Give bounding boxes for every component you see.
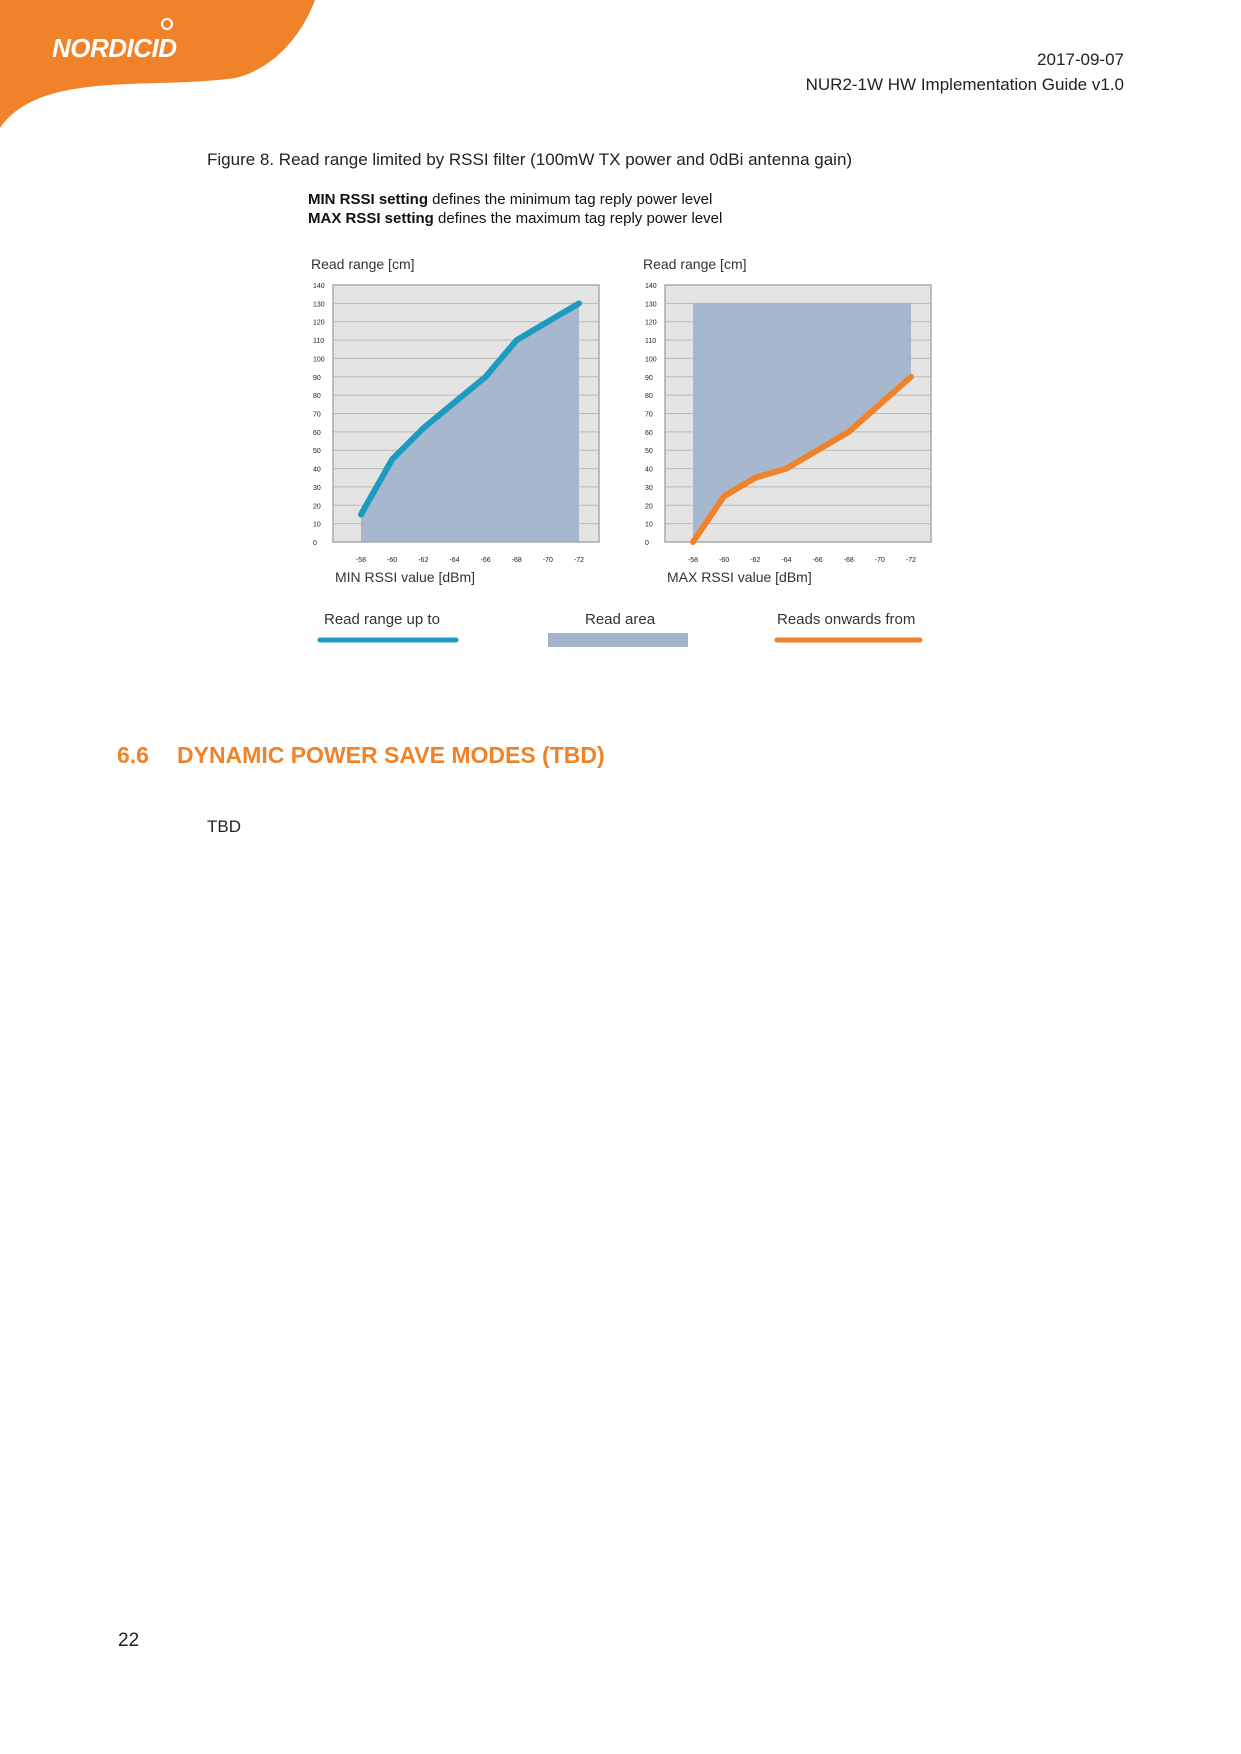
- x-tick-label: -66: [812, 557, 823, 564]
- y-tick-label: 10: [313, 521, 321, 529]
- data-point: [815, 448, 820, 453]
- plot-background: [333, 285, 599, 542]
- data-point: [722, 494, 727, 499]
- note-min-rest: defines the minimum tag reply power level: [428, 191, 713, 208]
- header-date: 2017-09-07: [1037, 50, 1124, 69]
- y-tick-label: 50: [313, 448, 321, 456]
- y-tick-label: 90: [313, 374, 321, 382]
- data-point: [483, 374, 488, 379]
- note-max-rest: defines the maximum tag reply power level: [433, 210, 723, 227]
- data-point: [514, 338, 519, 343]
- y-axis-label: Read range [cm]: [643, 256, 747, 272]
- y-tick-label: 70: [645, 411, 653, 419]
- read-area-fill: [361, 303, 579, 542]
- section-title: DYNAMIC POWER SAVE MODES (TBD): [177, 742, 605, 768]
- data-point: [545, 319, 550, 324]
- data-point: [753, 475, 758, 480]
- x-tick-label: -64: [781, 557, 792, 564]
- x-tick-label: -58: [355, 557, 367, 564]
- y-tick-label: 0: [645, 540, 649, 547]
- y-tick-label: 140: [645, 283, 657, 290]
- data-point: [784, 466, 789, 471]
- figure-caption: Figure 8. Read range limited by RSSI filter (100mW TX power and 0dBi antenna gain): [207, 150, 853, 169]
- x-tick-label: -58: [687, 557, 699, 564]
- section-body: TBD: [207, 817, 241, 836]
- legend-label-range-up-to: Read range up to: [324, 611, 440, 628]
- data-point: [577, 301, 582, 306]
- x-tick-label: -72: [573, 557, 585, 564]
- y-tick-label: 100: [645, 356, 657, 364]
- y-tick-label: 0: [313, 540, 317, 547]
- section-heading: [117, 742, 605, 769]
- y-tick-label: 80: [313, 393, 321, 401]
- data-point: [691, 540, 696, 545]
- data-point: [877, 402, 882, 407]
- y-tick-label: 130: [313, 301, 325, 309]
- series-line: [361, 303, 579, 514]
- header-doc-title: NUR2-1W HW Implementation Guide v1.0: [805, 75, 1124, 94]
- y-axis-label: Read range [cm]: [311, 256, 415, 272]
- note-min: [308, 191, 712, 208]
- y-tick-label: 20: [313, 503, 321, 511]
- x-tick-label: -68: [511, 557, 522, 564]
- y-tick-label: 120: [645, 319, 657, 327]
- y-tick-label: 10: [645, 521, 653, 529]
- legend-swatch-read-area: [548, 633, 688, 647]
- x-axis-label: MAX RSSI value [dBm]: [667, 569, 812, 585]
- legend-label-read-area: Read area: [585, 611, 656, 628]
- data-point: [846, 429, 851, 434]
- y-tick-label: 30: [645, 484, 653, 492]
- section-number: 6.6: [117, 742, 149, 768]
- logo-wordmark: NORDICID: [52, 33, 177, 63]
- note-max-bold: MAX RSSI setting: [308, 210, 434, 227]
- y-tick-label: 110: [313, 338, 325, 346]
- legend-label-onwards-from: Reads onwards from: [777, 611, 916, 628]
- series-line: [693, 377, 911, 542]
- x-tick-label: -60: [719, 557, 730, 564]
- y-tick-label: 120: [313, 319, 325, 327]
- note-min-bold: MIN RSSI setting: [308, 191, 429, 208]
- x-tick-label: -70: [874, 557, 885, 564]
- y-tick-label: 90: [645, 374, 653, 382]
- y-tick-label: 60: [645, 429, 653, 437]
- note-max: [308, 210, 722, 227]
- x-tick-label: -62: [750, 557, 761, 564]
- read-area-fill: [693, 303, 911, 542]
- x-tick-label: -66: [480, 557, 491, 564]
- y-tick-label: 20: [645, 503, 653, 511]
- y-tick-label: 140: [313, 283, 325, 290]
- data-point: [909, 374, 914, 379]
- y-tick-label: 40: [645, 466, 653, 474]
- data-point: [421, 426, 426, 431]
- plot-frame: [665, 285, 931, 542]
- y-tick-label: 110: [645, 338, 657, 346]
- y-tick-label: 40: [313, 466, 321, 474]
- page-number: 22: [118, 1630, 140, 1651]
- data-point: [452, 400, 457, 405]
- chart-max-rssi: [643, 256, 931, 585]
- x-tick-label: -64: [449, 557, 460, 564]
- x-tick-label: -72: [905, 557, 917, 564]
- chart-min-rssi: [311, 256, 599, 585]
- x-tick-label: -68: [843, 557, 854, 564]
- x-tick-label: -60: [387, 557, 398, 564]
- y-tick-label: 50: [645, 448, 653, 456]
- y-tick-label: 30: [313, 484, 321, 492]
- data-point: [359, 512, 364, 517]
- nordicid-logo: [0, 0, 320, 130]
- data-point: [390, 457, 395, 462]
- x-tick-label: -62: [418, 557, 429, 564]
- plot-frame: [333, 285, 599, 542]
- figure-legend: [320, 611, 920, 647]
- y-tick-label: 80: [645, 393, 653, 401]
- y-tick-label: 100: [313, 356, 325, 364]
- x-axis-label: MIN RSSI value [dBm]: [335, 569, 476, 585]
- y-tick-label: 130: [645, 301, 657, 309]
- plot-background: [665, 285, 931, 542]
- y-tick-label: 70: [313, 411, 321, 419]
- x-tick-label: -70: [542, 557, 553, 564]
- y-tick-label: 60: [313, 429, 321, 437]
